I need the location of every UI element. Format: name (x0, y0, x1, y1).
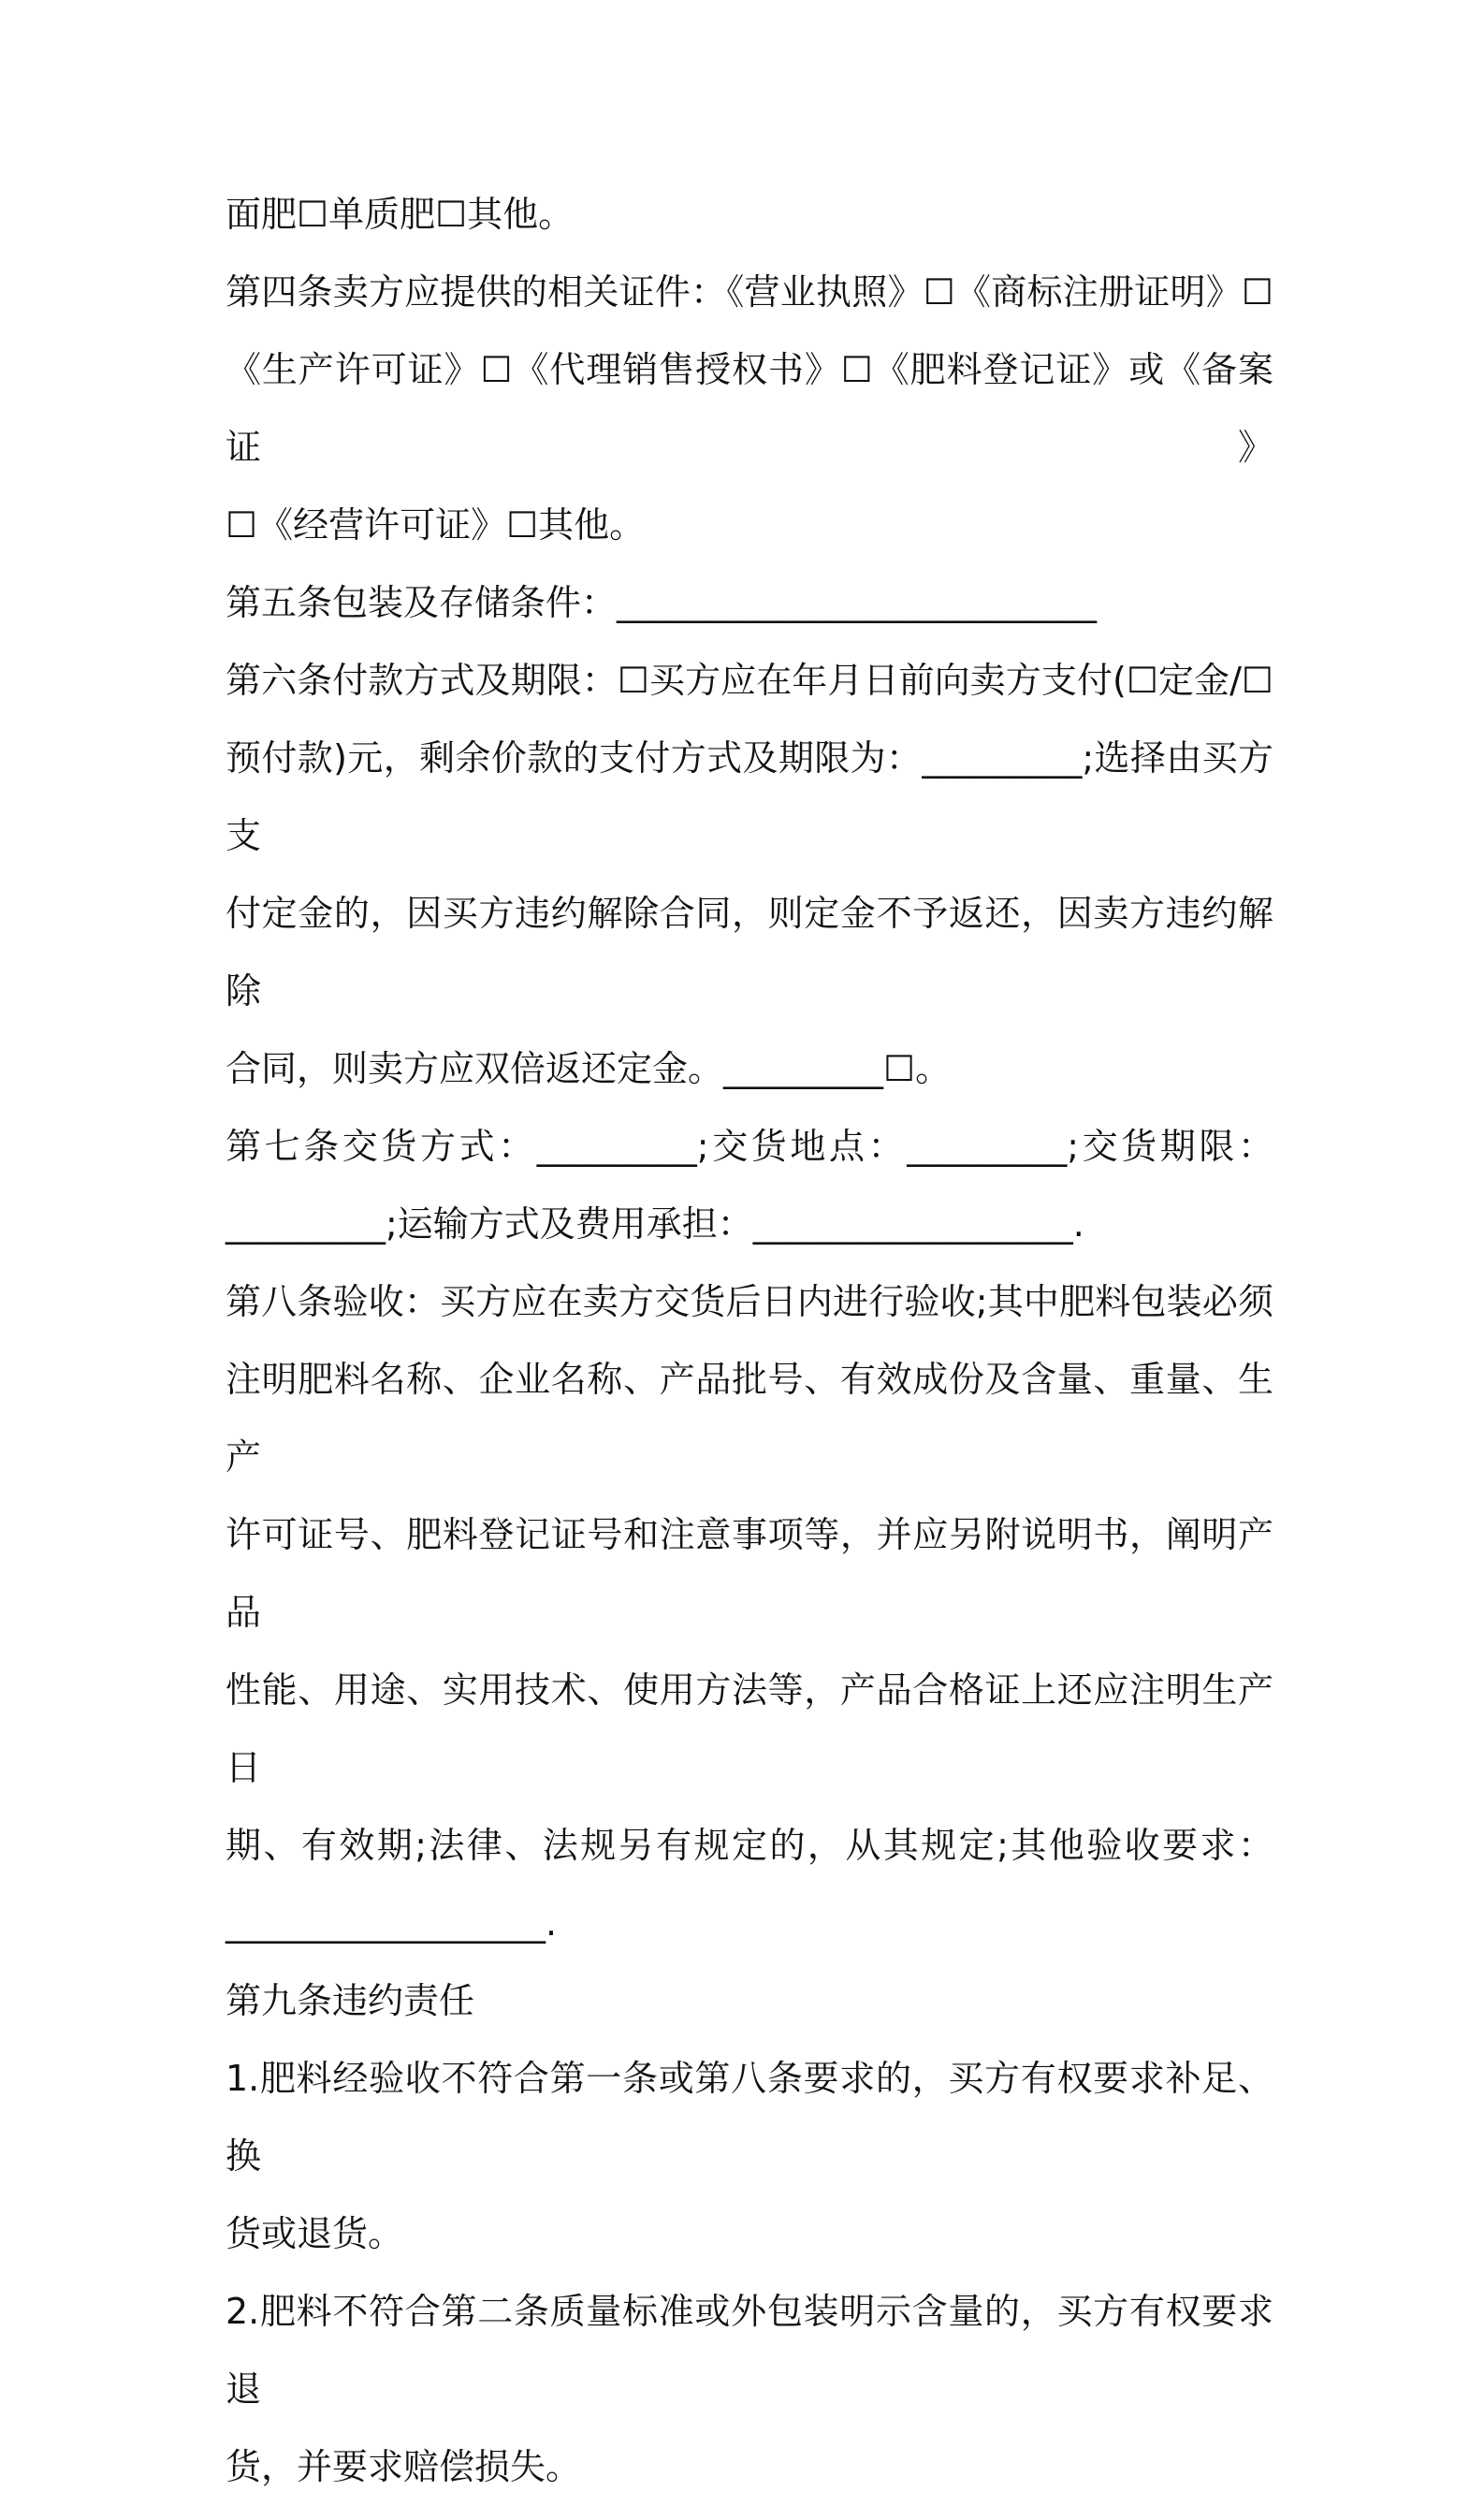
text-line: 许可证号、肥料登记证号和注意事项等，并应另附说明书，阐明产品 (226, 1514, 1273, 1633)
text-line: 《生产许可证》☐《代理销售授权书》☐《肥料登记证》或《备案证》 (226, 349, 1273, 468)
text-line: 第六条付款方式及期限：☐买方应在年月日前向卖方支付(☐定金/☐ (226, 660, 1273, 701)
text-line: 第八条验收：买方应在卖方交货后日内进行验收;其中肥料包装必须 (226, 1281, 1273, 1322)
section-heading: 第九条违约责任 (226, 1980, 475, 2021)
text-line: 期、有效期;法律、法规另有规定的，从其规定;其他验收要求： (226, 1825, 1273, 1866)
text-line: 预付款)元，剩余价款的支付方式及期限为：_________;选择由买方支 (226, 737, 1273, 856)
text-line: 付定金的，因买方违约解除合同，则定金不予返还，因卖方违约解除 (226, 893, 1273, 1012)
text-line: __________________. (226, 1902, 558, 1944)
text-line: 第四条卖方应提供的相关证件：《营业执照》☐《商标注册证明》☐ (226, 271, 1273, 313)
text-line: 货，并要求赔偿损失。 (226, 2446, 582, 2487)
text-line: 第七条交货方式：_________;交货地点：_________;交货期限： (226, 1126, 1273, 1167)
text-line: 2.肥料不符合第二条质量标准或外包装明示含量的，买方有权要求退 (226, 2291, 1273, 2410)
text-line: 面肥☐单质肥☐其他。 (226, 194, 575, 235)
text-line: 第五条包装及存储条件：___________________________ (226, 582, 1098, 623)
document-body (226, 176, 1273, 2506)
text-line: 货或退货。 (226, 2213, 404, 2254)
text-line: ☐《经营许可证》☐其他。 (226, 504, 646, 546)
text-line: 合同，则卖方应双倍返还定金。_________☐。 (226, 1048, 952, 1089)
text-line: 1.肥料经验收不符合第一条或第八条要求的，买方有权要求补足、换 (226, 2058, 1273, 2177)
text-line: 性能、用途、实用技术、使用方法等，产品合格证上还应注明生产日 (226, 1669, 1273, 1788)
text-line: 注明肥料名称、企业名称、产品批号、有效成份及含量、重量、生产 (226, 1359, 1273, 1478)
text-line: _________;运输方式及费用承担：__________________. (226, 1203, 1084, 1245)
